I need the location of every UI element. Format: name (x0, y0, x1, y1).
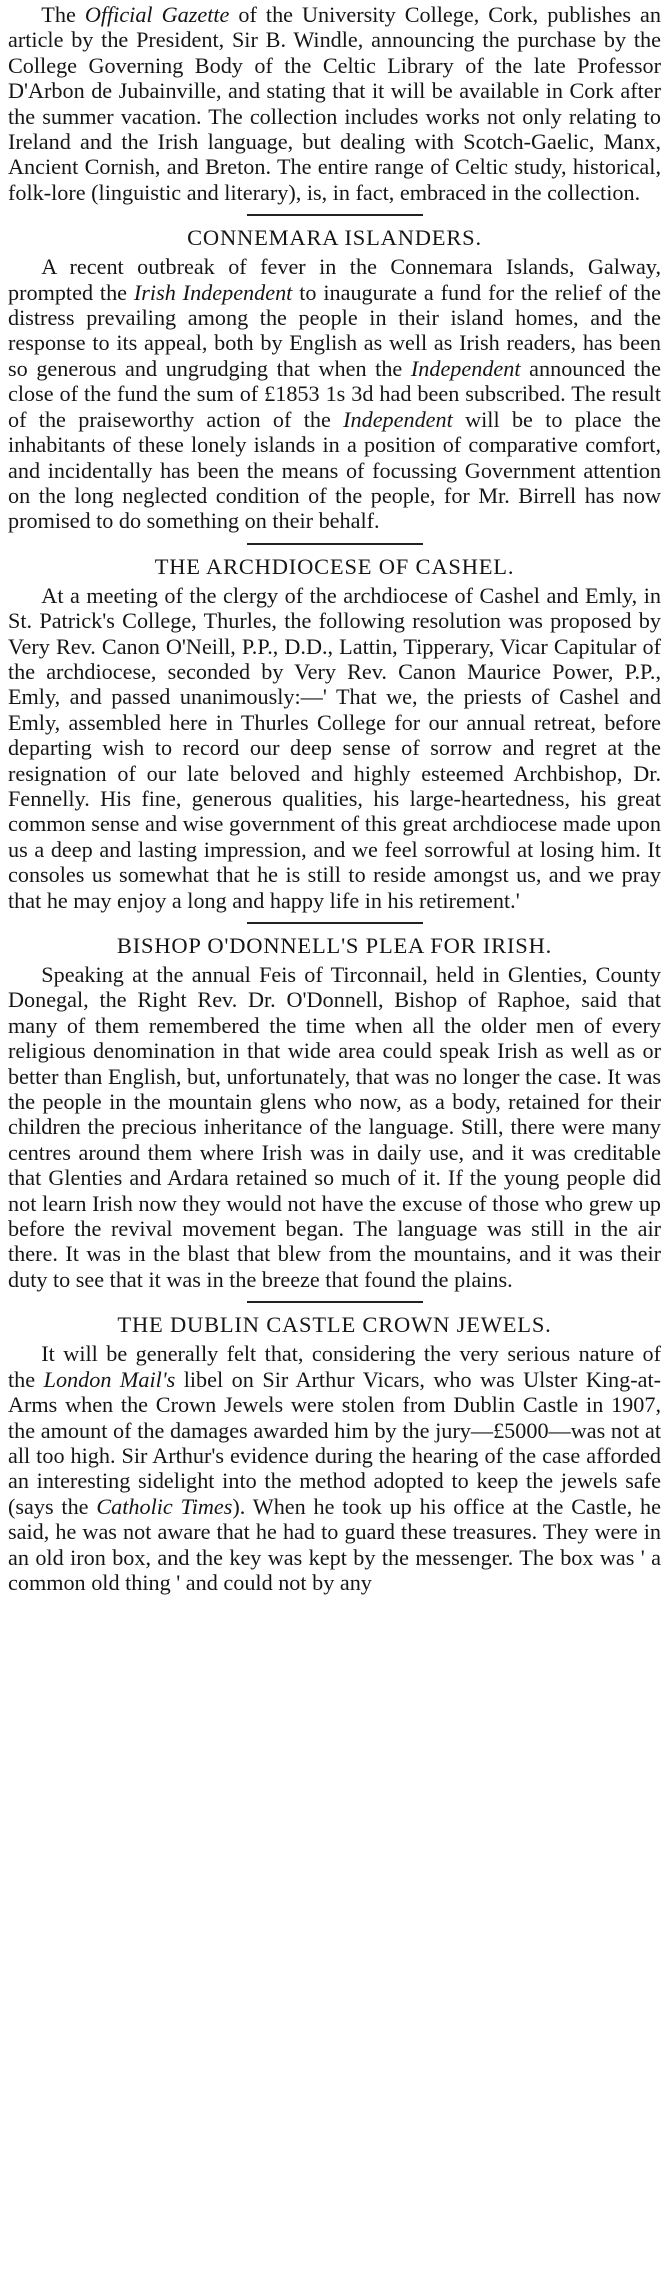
article-heading: THE ARCHDIOCESE OF CASHEL. (154, 553, 515, 579)
divider-rule (247, 214, 423, 216)
divider-rule (247, 1301, 423, 1303)
article-heading: CONNEMARA ISLANDERS. (187, 225, 482, 251)
divider-rule (247, 922, 423, 924)
italic-title: Irish Independent (133, 279, 293, 305)
article-body: The Official Gazette of the University College, Cork, publishes an article by the President, Sir B. Windle, announcing the purchase by the College Governing Body of the Celtic Library of the late Professor D'Arbon de Jubainville, and stating that it will be available in Cork after the summer vacation. The collection includes works not only relating to Ireland and the Irish language, but dealing with Scotch-Gaelic, Manx, Ancient Cornish, and Breton. The entire range of Celtic study, historical, folk-lore (linguistic and literary), is, in fact, embraced in the collection. (8, 2, 661, 205)
italic-title: London Mail's (43, 1366, 176, 1392)
divider-rule (247, 543, 423, 545)
article-body: Speaking at the annual Feis of Tirconnail, held in Glenties, County Donegal, the Right Rev. Dr. O'Donnell, Bishop of Raphoe, said that many of them remembered the time when all the older men of every religious denomination in that wide area could speak Irish as well as or better than English, but, unfortunately, that was no longer the case. It was the people in the mountain glens who now, as a body, retained for their children the precious inheritance of the language. Still, there were many centres around them where Irish was in daily use, and it was creditable that Glenties and Ardara retained so much of it. If the young people did not learn Irish now they would not have the excuse of those who grew up before the revival movement began. The language was still in the air there. It was in the blast that blew from the mountains, and it was their duty to see that it was in the breeze that found the plains. (8, 962, 661, 1292)
article-crown-jewels (8, 1312, 661, 1595)
article-celtic-library (8, 2, 661, 205)
italic-title: Official Gazette (84, 2, 230, 27)
article-archdiocese-cashel (8, 554, 661, 913)
article-heading: THE DUBLIN CASTLE CROWN JEWELS. (117, 1312, 552, 1338)
article-connemara-islanders (8, 225, 661, 533)
article-body: It will be generally felt that, considering the very serious nature of the London Mail's libel on Sir Arthur Vicars, who was Ulster King-at-Arms when the Crown Jewels were stolen from Dublin Castle in 1907, the amount of the damages awarded him by the jury—£5000—was not at all too high. Sir Arthur's evidence during the hearing of the case afforded an interesting sidelight into the method adopted to keep the jewels safe (says the Catholic Times). When he took up his office at the Castle, he said, he was not aware that he had to guard these treasures. They were in an old iron box, and the key was kept by the messenger. The box was ' a common old thing ' and could not by any (8, 1341, 662, 1595)
italic-title: Independent (343, 406, 453, 432)
article-heading: BISHOP O'DONNELL'S PLEA FOR IRISH. (116, 933, 553, 958)
article-odonnell-plea (8, 933, 661, 1292)
italic-title: Independent (410, 355, 521, 381)
article-body: At a meeting of the clergy of the archdiocese of Cashel and Emly, in St. Patrick's College, Thurles, the following resolution was proposed by Very Rev. Canon O'Neill, P.P., D.D., Lattin, Tipperary, Vicar Capitular of the archdiocese, seconded by Very Rev. Canon Maurice Power, P.P., Emly, and passed unanimously:—' That we, the priests of Cashel and Emly, assembled here in Thurles College for our annual retreat, before departing wish to record our deep sense of sorrow and regret at the resignation of our late beloved and highly esteemed Archbishop, Dr. Fennelly. His fine, generous qualities, his large-heartedness, his great common sense and wise government of this great archdiocese made upon us a deep and lasting impression, and we feel sorrowful at losing him. It consoles us somewhat that he is still to reside amongst us, and we pray that he may enjoy a long and happy life in his retirement.' (8, 582, 661, 913)
italic-title: Catholic Times (96, 1493, 233, 1519)
article-body: A recent outbreak of fever in the Connemara Islands, Galway, prompted the Irish Independent to inaugurate a fund for the relief of the distress prevailing among the people in their island homes, and the response to its appeal, both by English as well as Irish readers, has been so generous and ungrudging that when the Independent announced the close of the fund the sum of £1853 1s 3d had been subscribed. The result of the praiseworthy action of the Independent will be to place the inhabitants of these lonely islands in a position of comparative comfort, and incidentally has been the means of focussing Government attention on the long neglected condition of the people, for Mr. Birrell has now promised to do something on their behalf. (8, 254, 661, 534)
